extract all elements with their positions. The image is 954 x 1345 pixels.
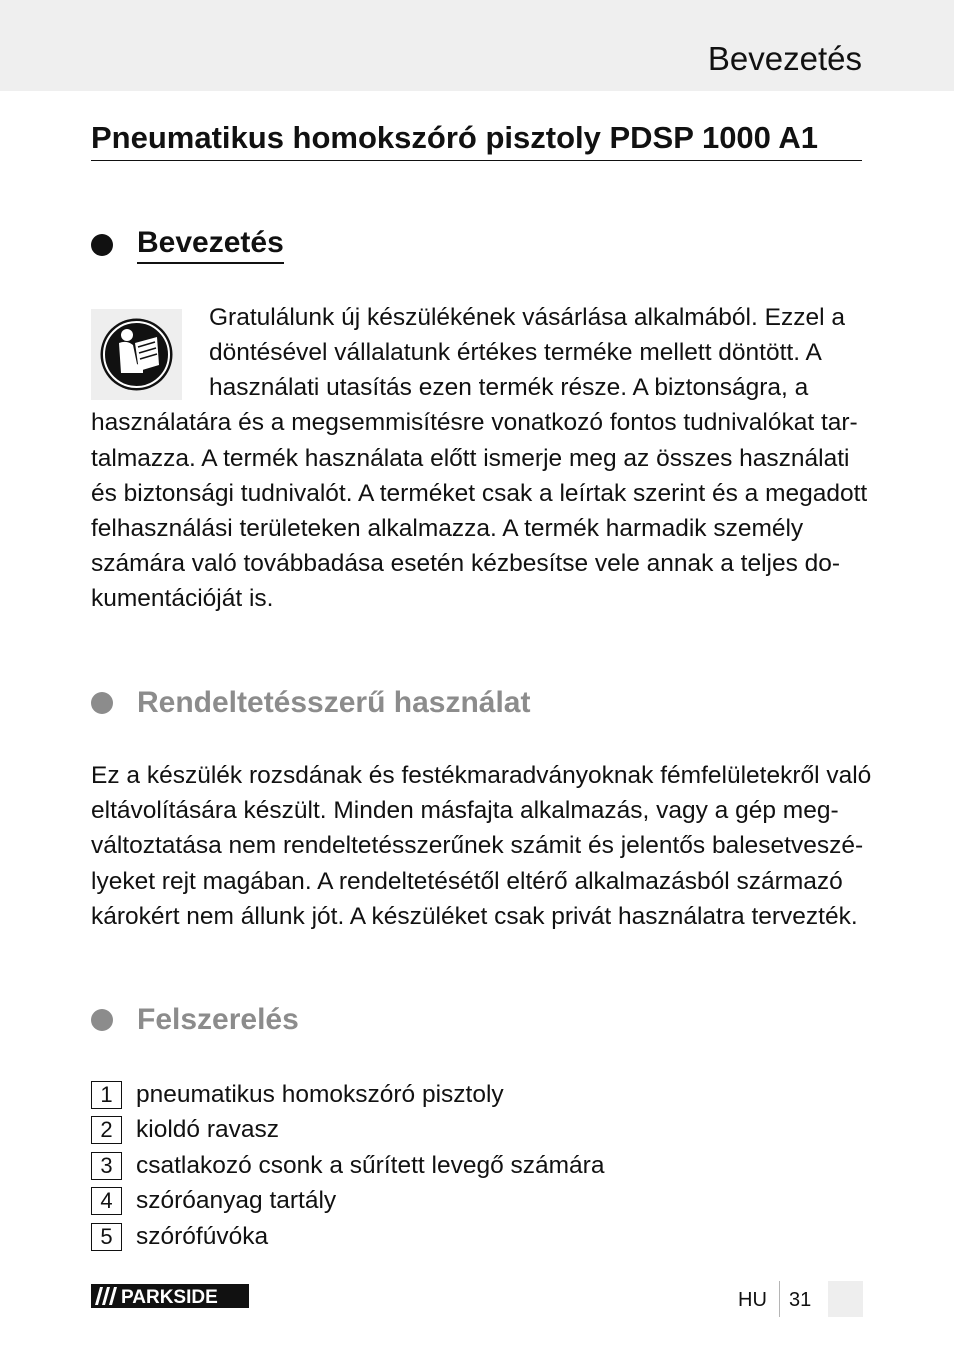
use-line: Ez a készülék rozsdának és festékmaradványoknak fémfelületekről való [91, 762, 872, 789]
use-line: eltávolítására készült. Minden másfajta alkalmazás, vagy a gép meg- [91, 797, 839, 824]
section-heading-use [91, 683, 530, 723]
use-line: károkért nem állunk jót. A készüléket csak privát használatra tervezték. [91, 903, 858, 930]
part-label: pneumatikus homokszóró pisztoly [136, 1080, 504, 1108]
part-label: szóróanyag tartály [136, 1187, 337, 1215]
part-number: 1 [91, 1081, 122, 1109]
intro-line: használati utasítás ezen termék része. A biztonságra, a [209, 374, 809, 401]
bullet-icon [91, 234, 113, 256]
page-number: 31 [789, 1289, 812, 1311]
running-header-title: Bevezetés [707, 40, 862, 77]
bullet-icon [91, 692, 113, 714]
parts-list [91, 1077, 604, 1255]
part-label: csatlakozó csonk a sűrített levegő számára [136, 1151, 605, 1179]
part-label: kioldó ravasz [136, 1116, 279, 1144]
document-title: Pneumatikus homokszóró pisztoly PDSP 1000 A1 [91, 120, 862, 161]
part-number: 5 [91, 1223, 122, 1251]
parts-list-item [91, 1219, 604, 1255]
section-heading-equipment [91, 1000, 299, 1040]
intro-line: Gratulálunk új készülékének vásárlása alkalmából. Ezzel a [209, 304, 845, 331]
parts-list-item [91, 1184, 604, 1220]
section-title: Bevezetés [137, 226, 284, 264]
intro-line: és biztonsági tudnivalót. A terméket csak a leírtak szerint és a megadott [91, 480, 868, 507]
part-number: 2 [91, 1116, 122, 1144]
intro-line: kumentációját is. [91, 585, 274, 612]
bullet-icon [91, 1009, 113, 1031]
part-label: szórófúvóka [136, 1222, 269, 1250]
section-title: Felszerelés [137, 1003, 299, 1036]
parts-list-item [91, 1077, 604, 1113]
parkside-logo [91, 1284, 249, 1308]
part-number: 3 [91, 1152, 122, 1180]
use-line: változtatása nem rendeltetésszerűnek számit és jelentős balesetveszé- [91, 832, 864, 859]
intro-line: felhasználási területeken alkalmazza. A termék harmadik személy [91, 515, 804, 542]
language-code: HU [738, 1289, 767, 1311]
part-number: 4 [91, 1187, 122, 1215]
intro-line: talmazza. A termék használata előtt ismerje meg az összes használati [91, 445, 850, 472]
use-line: lyeket rejt magában. A rendeltetésétől eltérő alkalmazásból származó [91, 868, 843, 895]
parts-list-item [91, 1113, 604, 1149]
intro-line: használatára és a megsemmisítésre vonatkozó fontos tudnivalókat tar- [91, 409, 858, 436]
intro-line: döntésével vállalatunk értékes terméke mellett döntött. A [209, 339, 822, 366]
intro-line: számára való továbbadása esetén kézbesítse vele annak a teljes do- [91, 550, 841, 577]
read-manual-icon [91, 309, 182, 400]
footer-tab [828, 1281, 863, 1317]
section-title: Rendeltetésszerű használat [137, 686, 531, 719]
footer-divider [779, 1281, 780, 1317]
parts-list-item [91, 1148, 604, 1184]
section-heading-intro [91, 225, 284, 265]
brand-text: PARKSIDE [121, 1287, 218, 1308]
